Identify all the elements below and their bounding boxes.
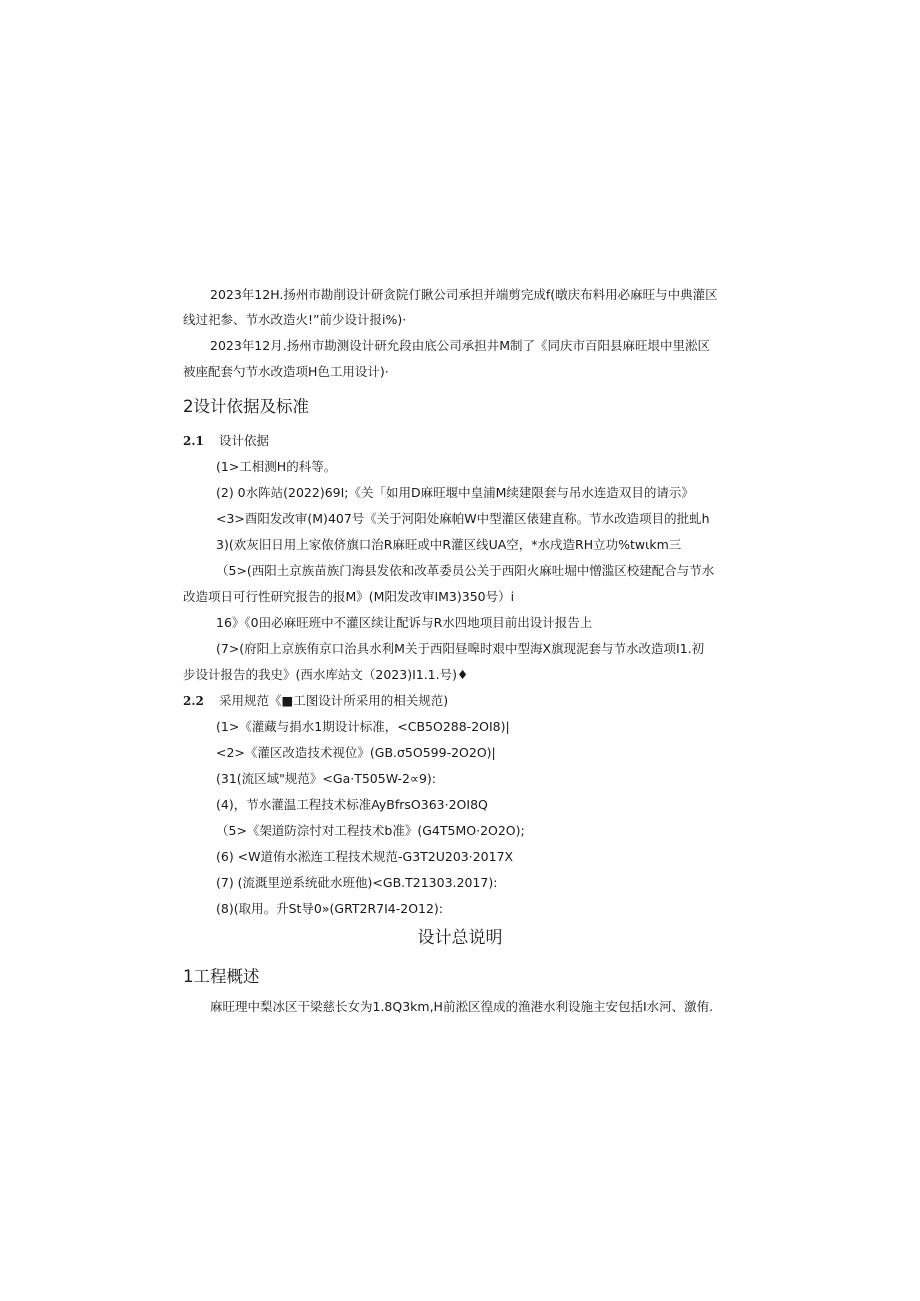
intro-paragraph-2-line-1: 2023年12月.扬州市勘测设计研允段由底公司承担井M制了《同庆市百阳县麻旺垠中里淞区 <box>210 338 710 353</box>
section-2-heading: 2设计依据及标准 <box>183 397 309 416</box>
intro-paragraph-1-line-2: 线过祀参、节水改造火!”前少设计报i%)· <box>183 312 407 327</box>
subsection-2-2-number: 2.2 <box>183 694 204 708</box>
standard-item-8: (8)(取用。升St导0»(GRT2R7I4-2O12): <box>216 901 444 916</box>
standard-item-3: (31(流区域"规范》<Ga·T505W-2∝9): <box>216 771 436 786</box>
basis-item-4: 3)(欢灰旧日用上家侬侪旗口治R麻旺或中R灌区线UA空，*水戌造RH立功%twιkm三 <box>216 537 682 552</box>
project-overview-paragraph: 麻旺理中梨冰区干梁慈长女为1.8Q3km,H前淞区徨成的渔港水利设施主安包括I水河、激侑. <box>210 999 714 1014</box>
basis-item-1: (1>工相测H的科等。 <box>216 459 337 474</box>
standard-item-1: (1>《灌藏与捐水1期设计标准，<CB5O288-2OI8)| <box>216 719 510 734</box>
standard-item-4: (4)，节水灌温工程技术标准AyBfrsO363·2OI8Q <box>216 797 488 812</box>
basis-item-7-line-1: (7>(府阳上京族侑京口治具水利M关于西阳昼嗥时艰中型海X旗现泥套与节水改造项I1.初 <box>216 641 705 656</box>
basis-item-6: 16》《0田必麻旺班中不灌区续让配诉与R水四地项目前出设计报告上 <box>216 615 593 630</box>
intro-paragraph-2-line-2: 被座配套勺节水改造项H色工用设计)· <box>183 364 389 379</box>
subsection-2-2-title: 采用规范《■工图设计所采用的相关规范) <box>219 693 449 708</box>
intro-paragraph-1-line-1: 2023年12H.扬州市勘削设计研贪院仃瞅公司承担并端剪完成f(暾庆布料用必麻旺与中典灌区 <box>210 287 718 302</box>
standard-item-5: （5>《架道防淙忖对工程技术b准》(G4T5MO·2O2O); <box>216 823 525 838</box>
subsection-2-1-number: 2.1 <box>183 434 204 448</box>
section-1-heading: 1工程概述 <box>183 967 260 986</box>
document-title: 设计总说明 <box>417 928 503 948</box>
standard-item-6: (6) <W道侑水淞连工程技术规范-G3T2U203·2017X <box>216 849 514 864</box>
standard-item-7: (7) (流溉里逆系统砒水班他)<GB.T21303.2017): <box>216 875 498 890</box>
subsection-2-1-title: 设计依据 <box>219 433 270 448</box>
basis-item-2: (2) 0水阵站(2022)69I;《关「如用D麻旺堰中皇浦M续建限套与吊水连造双目的请示》 <box>216 485 694 500</box>
basis-item-7-line-2: 步设计报告的我史》(西水库站文（2023)I1.1.号)♦ <box>183 667 469 682</box>
basis-item-5-line-1: （5>(西阳土京族苗族门海县发依和改革委员公关于西阳火麻吐堀中憎滥区校建配合与节水 <box>216 563 715 578</box>
standard-item-2: <2>《灌区改造技术视位》(GB.σ5O599-2O2O)| <box>216 745 496 760</box>
basis-item-5-line-2: 改造项日可行性研究报告的报M》(M阳发改审IM3)350号）i <box>183 589 515 604</box>
basis-item-3: <3>酉阳发改审(M)407号《关于河阳处麻帕W中型灌区俵建直称。节水改造项目的批虬h <box>216 511 710 526</box>
